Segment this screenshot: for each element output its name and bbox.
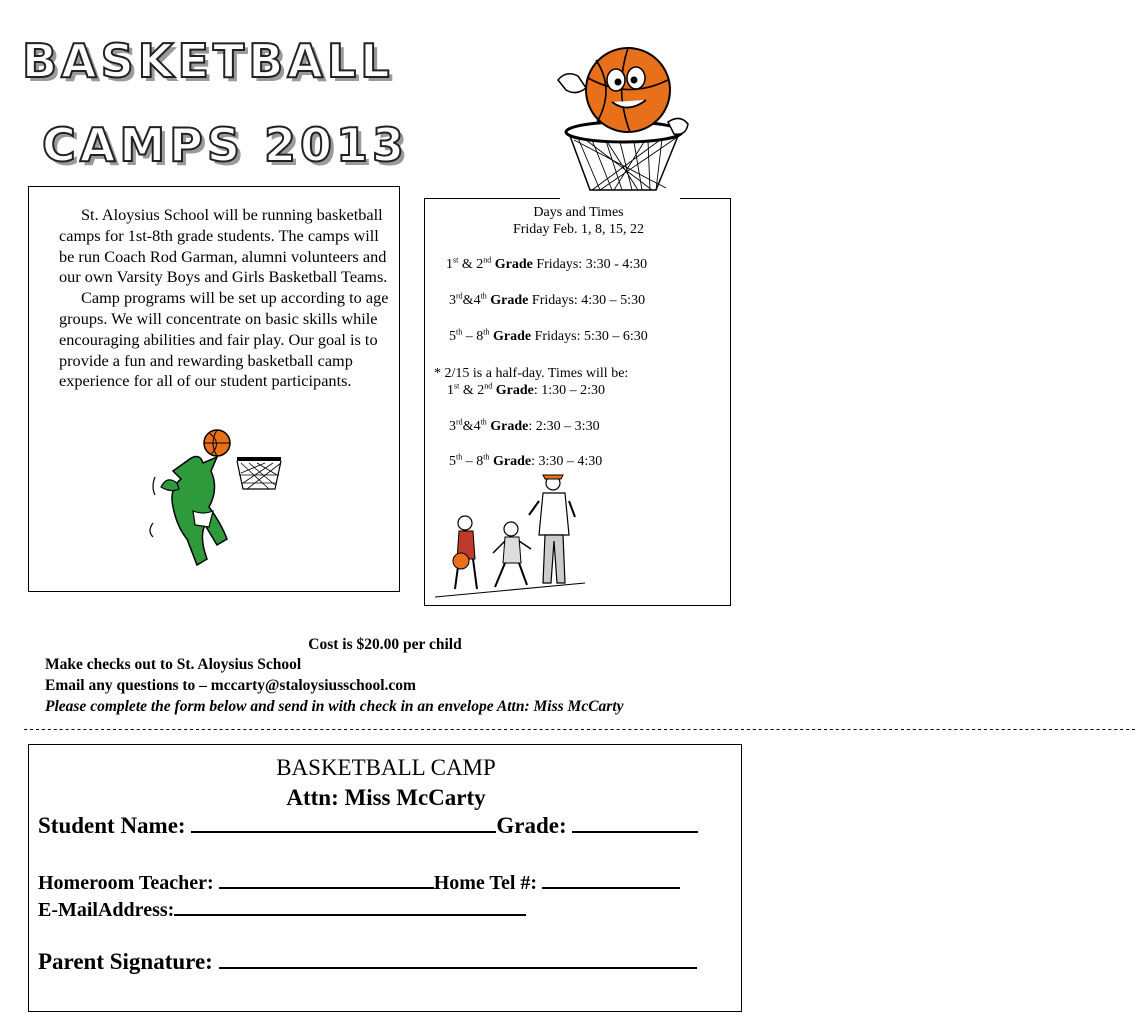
cut-line: -------------------------------------------------------------------------------------------------------------------------------------------------------------------------------------------- [22, 722, 1136, 736]
form-attn: Attn: Miss McCarty [286, 785, 486, 810]
schedule-box [424, 198, 731, 606]
half-day-row-3: 5th – 8th Grade: 3:30 – 4:30 [449, 452, 603, 469]
home-tel-label: Home Tel #: [433, 872, 543, 894]
parent-signature-field[interactable] [219, 949, 697, 969]
coach-and-kids-illustration [435, 471, 585, 601]
title-line-1: BASKETBALL [22, 34, 394, 88]
basketball-hoop-icon [237, 457, 281, 489]
schedule-heading: Days and Times [533, 205, 624, 220]
student-name-row [38, 813, 698, 839]
cost-line: Cost is $20.00 per child [308, 636, 462, 653]
instructions-line: Please complete the form below and send in with check in an envelope Attn: Miss McCarty [45, 698, 624, 715]
cartoon-basketball-icon [586, 48, 670, 132]
student-name-field[interactable] [191, 813, 496, 833]
intro-paragraph-2: Camp programs will be set up according to age groups. We will concentrate on basic skills while encouraging abilities and fair play. Our goal is to provide a fun and rewarding basketball camp experience for all of our student participants. [59, 288, 389, 391]
half-day-row-1: 1st & 2nd Grade: 1:30 – 2:30 [447, 381, 606, 398]
basketball-icon [204, 430, 230, 456]
homeroom-teacher-field[interactable] [219, 869, 434, 889]
checks-payable-line: Make checks out to St. Aloysius School [45, 656, 302, 673]
form-title: BASKETBALL CAMP [276, 755, 496, 780]
cartoon-basketball-hoop-illustration [556, 40, 696, 200]
email-address-label: E-MailAddress: [38, 899, 175, 921]
half-day-note: * 2/15 is a half-day. Times will be: [434, 366, 629, 381]
schedule-row-2: 3rd&4th Grade Fridays: 4:30 – 5:30 [449, 291, 646, 308]
email-row [38, 896, 526, 922]
intro-box [28, 186, 400, 592]
half-day-row-2: 3rd&4th Grade: 2:30 – 3:30 [449, 417, 600, 434]
intro-paragraph-1: St. Aloysius School will be running basketball camps for 1st-8th grade students. The camps will be run Coach Rod Garman, alumni volunteers and our own Varsity Boys and Girls Basketball Teams. [59, 205, 388, 287]
homeroom-row [38, 869, 680, 895]
email-address-field[interactable] [174, 896, 526, 916]
homeroom-teacher-label: Homeroom Teacher: [38, 872, 219, 894]
kid-with-ball-icon [453, 516, 477, 589]
parent-signature-label: Parent Signature: [38, 949, 219, 974]
schedule-row-3: 5th – 8th Grade Fridays: 5:30 – 6:30 [449, 327, 648, 344]
registration-form [28, 744, 742, 1012]
schedule-box-gap [560, 194, 680, 204]
schedule-row-1: 1st & 2nd Grade Fridays: 3:30 - 4:30 [446, 255, 648, 272]
parent-signature-row [38, 949, 697, 975]
dinosaur-dunking-illustration [147, 427, 327, 587]
student-name-label: Student Name: [38, 813, 192, 838]
intro-text [59, 205, 397, 392]
email-line: Email any questions to – mccarty@staloysiusschool.com [45, 677, 416, 694]
home-tel-field[interactable] [542, 869, 680, 889]
grade-label: Grade: [496, 813, 573, 838]
title-line-2: CAMPS 2013 [42, 118, 409, 172]
coach-icon [529, 475, 575, 583]
grade-field[interactable] [572, 813, 698, 833]
dinosaur-icon [150, 456, 227, 565]
schedule-dates: Friday Feb. 1, 8, 15, 22 [512, 222, 645, 237]
kid-running-icon [493, 522, 531, 587]
